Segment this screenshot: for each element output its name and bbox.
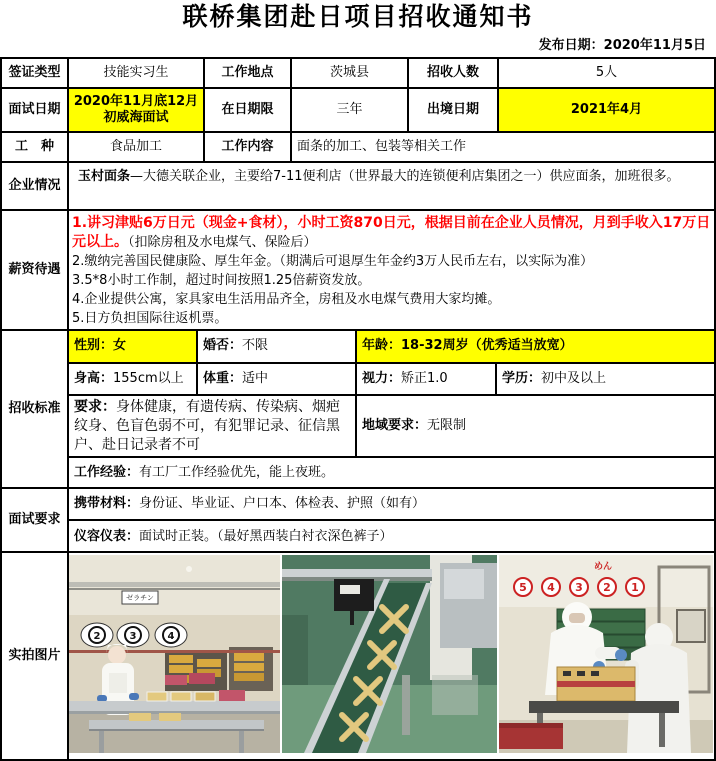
- salary-item-2: 2.缴纳完善国民健康险、厚生年金。（期满后可退厚生年金约3万人民币左右，以实际为准）: [72, 254, 594, 269]
- age-label: 年龄：: [362, 338, 402, 354]
- job-type-value: 食品加工: [69, 133, 205, 161]
- company-info: [69, 163, 714, 209]
- requirement-value: 身体健康，有遗传病、传染病、烟疤纹身、色盲色弱不可，有犯罪记录、征信黑户、赴日记录者不可: [74, 399, 340, 453]
- criteria-label: 招收标准: [2, 331, 69, 487]
- work-location-value: 茨城县: [292, 59, 409, 87]
- departure-date-value: 2021年4月: [499, 89, 714, 131]
- weight-label: 体重：: [203, 370, 243, 386]
- appearance-label: 仪容仪表：: [74, 528, 140, 544]
- salary-item-4: 4.企业提供公寓，家具家电生活用品齐全，房租及水电煤气费用大家均摊。: [72, 292, 501, 307]
- noodle-tray-box: [557, 667, 635, 701]
- criteria-row: [2, 331, 714, 489]
- appearance-cell: [69, 521, 714, 553]
- svg-text:1: 1: [631, 581, 639, 594]
- interview-req-grid: [69, 489, 714, 551]
- job-type-label: 工 种: [2, 133, 69, 161]
- interview-date-row: [2, 89, 714, 133]
- salary-label: 薪资待遇: [2, 211, 69, 329]
- experience-label: 工作经验：: [74, 465, 140, 481]
- stay-period-value: 三年: [292, 89, 409, 131]
- svg-text:3: 3: [575, 581, 583, 594]
- experience-cell: [69, 458, 714, 489]
- company-name: 玉村面条: [78, 169, 131, 184]
- weight-cell: [198, 364, 357, 394]
- photo-workers-packing-image: [499, 555, 713, 753]
- photo1-sign-text: ゼラチン: [126, 594, 154, 602]
- photo3-sign-text: めん: [593, 562, 613, 572]
- salary-item-1: [72, 214, 711, 252]
- age-cell: [357, 331, 714, 362]
- headcount-label: 招收人数: [409, 59, 499, 87]
- vision-value: 矫正1.0: [401, 370, 448, 386]
- photo-noodle-conveyor: [282, 555, 497, 753]
- svg-text:2: 2: [93, 631, 101, 642]
- marriage-cell: [198, 331, 357, 362]
- region-label: 地域要求：: [362, 417, 428, 433]
- materials-label: 携带材料：: [74, 495, 140, 511]
- gender-cell: [69, 331, 198, 362]
- photo-factory-packing-line-image: [69, 555, 280, 753]
- materials-value: 身份证、毕业证、户口本、体检表、护照（如有）: [139, 495, 426, 511]
- gender-value: 女: [113, 338, 127, 354]
- salary-row: [2, 211, 714, 331]
- marriage-value: 不限: [242, 338, 269, 354]
- stay-period-label: 在日期限: [205, 89, 292, 131]
- photo-workers-packing: [499, 555, 713, 753]
- education-value: 初中及以上: [541, 370, 607, 386]
- appearance-value: 面试时正装。（最好黑西装白衬衣深色裤子）: [139, 528, 393, 544]
- photos-strip: [69, 553, 714, 759]
- company-label: 企业情况: [2, 163, 69, 209]
- salary-details: [69, 211, 714, 329]
- job-content-label: 工作内容: [205, 133, 292, 161]
- materials-cell: [69, 489, 714, 519]
- education-cell: [497, 364, 714, 394]
- requirement-label: 要求：: [74, 399, 116, 415]
- work-location-label: 工作地点: [205, 59, 292, 87]
- salary-item-5: 5.日方负担国际往返机票。: [72, 311, 228, 326]
- marriage-label: 婚否：: [203, 338, 243, 354]
- region-cell: [357, 396, 714, 456]
- height-cell: [69, 364, 198, 394]
- company-description: —大德关联企业，主要给7-11便利店（世界最大的连锁便利店集团之一）供应面条，加班很多。: [130, 169, 680, 184]
- photos-row: [2, 553, 714, 759]
- height-value: 155cm以上: [113, 370, 184, 386]
- vision-label: 视力：: [362, 370, 402, 386]
- departure-date-label: 出境日期: [409, 89, 499, 131]
- photos-label: 实拍图片: [2, 553, 69, 759]
- height-label: 身高：: [74, 370, 114, 386]
- page-title: 联桥集团赴日项目招收通知书: [182, 2, 534, 31]
- job-type-row: [2, 133, 714, 163]
- job-content-value: 面条的加工、包装等相关工作: [297, 138, 467, 154]
- photo-factory-packing-line: [69, 555, 280, 753]
- svg-text:4: 4: [167, 631, 175, 642]
- visa-type-label: 签证类型: [2, 59, 69, 87]
- weight-value: 适中: [242, 370, 269, 386]
- notice-table: [0, 57, 716, 761]
- visa-row: [2, 59, 714, 89]
- interview-date-label: 面试日期: [2, 89, 69, 131]
- salary-item-1-highlight: 1.讲习津贴6万日元（现金+食材），小时工资870日元，根据目前在企业人员情况，月到手收入17万日元以上。: [72, 215, 711, 250]
- svg-text:2: 2: [603, 581, 611, 594]
- gender-label: 性别：: [74, 338, 114, 354]
- region-value: 无限制: [427, 417, 467, 433]
- vision-cell: [357, 364, 497, 394]
- svg-text:3: 3: [129, 631, 137, 642]
- experience-value: 有工厂工作经验优先，能上夜班。: [139, 465, 335, 481]
- interview-req-label: 面试要求: [2, 489, 69, 551]
- requirement-cell: [69, 396, 357, 456]
- age-value: 18-32周岁（优秀适当放宽）: [401, 338, 573, 354]
- interview-date-value: 2020年11月底12月初威海面试: [69, 89, 205, 131]
- visa-type-value: 技能实习生: [69, 59, 205, 87]
- photo1-station-numbers: [81, 623, 187, 647]
- headcount-value: 5人: [595, 64, 618, 80]
- photo-noodle-conveyor-image: [282, 555, 497, 753]
- salary-item-3: 3.5*8小时工作制，超过时间按照1.25倍薪资发放。: [72, 273, 371, 288]
- salary-item-1-note: （扣除房租及水电煤气、保险后）: [128, 235, 317, 250]
- company-row: [2, 163, 714, 211]
- education-label: 学历：: [502, 370, 542, 386]
- interview-req-row: [2, 489, 714, 553]
- criteria-grid: [69, 331, 714, 487]
- svg-text:5: 5: [519, 581, 527, 594]
- svg-text:4: 4: [547, 581, 555, 594]
- publish-date: 发布日期：2020年11月5日: [538, 38, 706, 53]
